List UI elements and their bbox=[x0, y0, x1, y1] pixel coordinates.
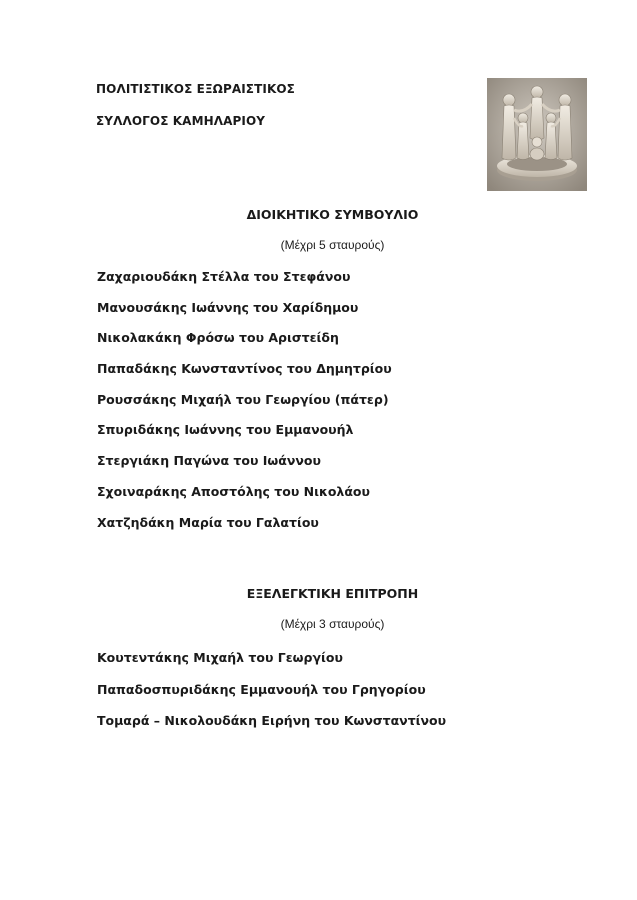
list-item: Στεργιάκη Παγώνα του Ιωάννου bbox=[97, 453, 321, 469]
list-item: Σπυριδάκης Ιωάννης του Εμμανουήλ bbox=[97, 422, 354, 438]
clay-dancers-figurine-icon bbox=[487, 78, 587, 191]
audit-members-list bbox=[97, 650, 446, 745]
list-item: Χατζηδάκη Μαρία του Γαλατίου bbox=[97, 514, 319, 530]
list-item: Ζαχαριουδάκη Στέλλα του Στεφάνου bbox=[97, 269, 351, 284]
list-item: Νικολακάκη Φρόσω του Αριστείδη bbox=[97, 330, 339, 346]
list-item: Μανουσάκης Ιωάννης του Χαρίδημου bbox=[97, 299, 359, 315]
board-members-list bbox=[97, 269, 392, 545]
org-name-line-2: ΣΥΛΛΟΓΟΣ ΚΑΜΗΛΑΡΙΟΥ bbox=[96, 114, 266, 128]
board-section-title: ΔΙΟΙΚΗΤΙΚΟ ΣΥΜΒΟΥΛΙΟ bbox=[246, 207, 419, 222]
list-item: Παπαδάκης Κωνσταντίνος του Δημητρίου bbox=[97, 361, 392, 377]
list-item: Παπαδοσπυριδάκης Εμμανουήλ του Γρηγορίου bbox=[97, 681, 426, 697]
audit-section-title: ΕΞΕΛΕΓΚΤΙΚΗ ΕΠΙΤΡΟΠΗ bbox=[246, 586, 419, 601]
org-name-line-1: ΠΟΛΙΤΙΣΤΙΚΟΣ ΕΞΩΡΑΙΣΤΙΚΟΣ bbox=[96, 82, 295, 96]
list-item: Κουτεντάκης Μιχαήλ του Γεωργίου bbox=[97, 650, 343, 665]
list-item: Τομαρά – Νικολουδάκη Ειρήνη του Κωνσταντίνου bbox=[97, 713, 447, 728]
audit-section-note: (Μέχρι 3 σταυρούς) bbox=[280, 617, 385, 631]
list-item: Σχοιναράκης Αποστόλης του Νικολάου bbox=[97, 483, 370, 499]
board-section-note: (Μέχρι 5 σταυρούς) bbox=[280, 238, 385, 252]
list-item: Ρουσσάκης Μιχαήλ του Γεωργίου (πάτερ) bbox=[97, 391, 389, 407]
